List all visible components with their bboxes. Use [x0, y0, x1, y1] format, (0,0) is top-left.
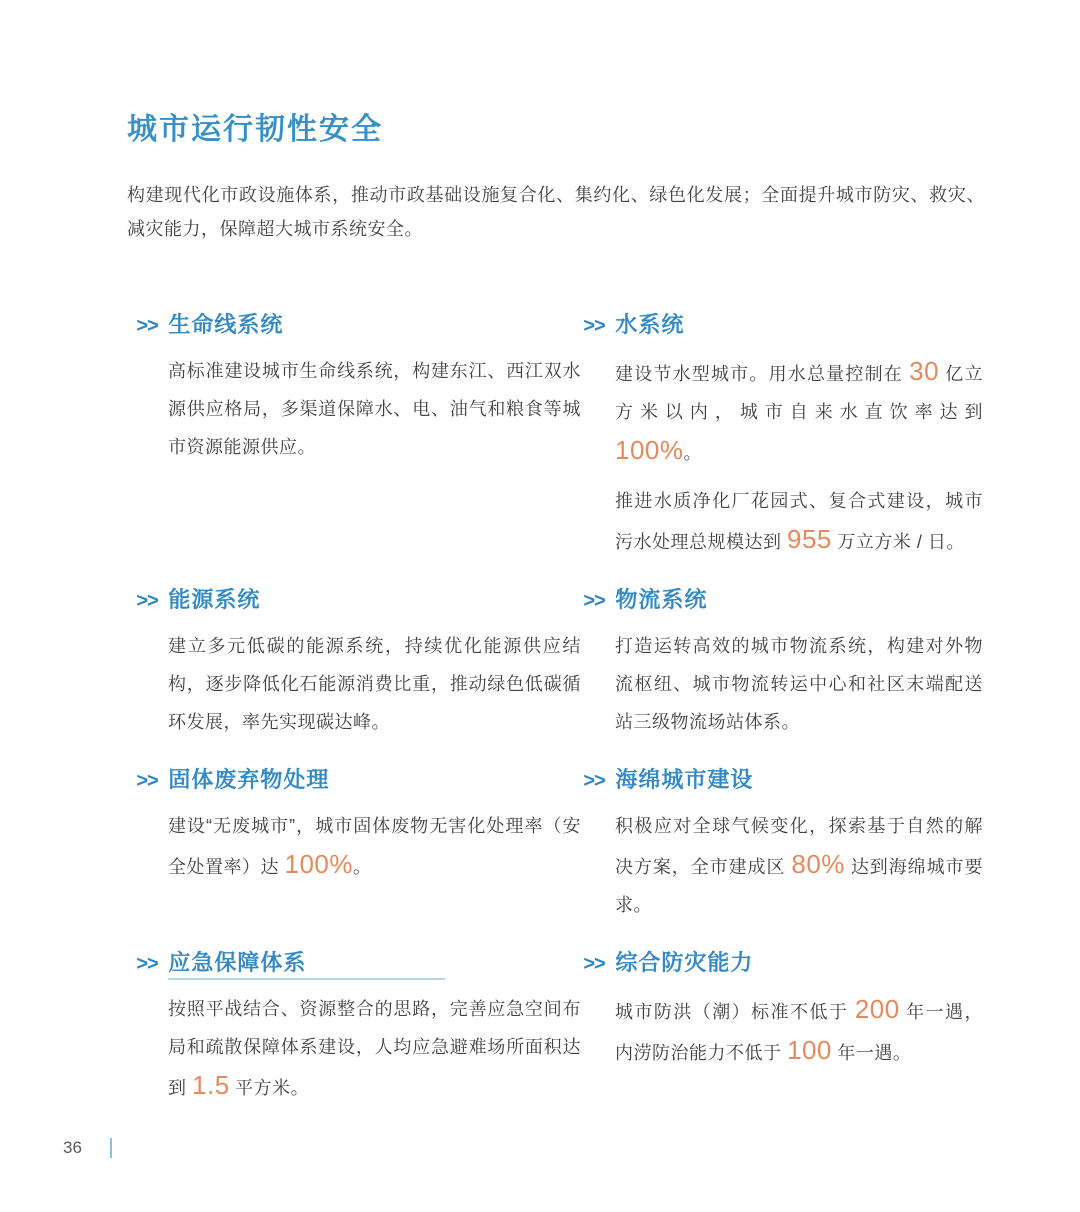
double-chevron-icon: >> — [136, 315, 158, 337]
double-chevron-icon: >> — [136, 590, 158, 612]
section-paragraph — [615, 482, 983, 561]
section-body — [136, 352, 583, 466]
text-segment: 建设“无废城市”，城市固体废物无害化处理率（安全处置率）达 — [168, 816, 581, 877]
double-chevron-icon: >> — [136, 953, 158, 975]
section-title: 水系统 — [615, 312, 685, 337]
section-paragraph — [615, 352, 983, 472]
text-segment: 万立方米 / 日。 — [831, 532, 965, 552]
section-heading — [136, 763, 583, 793]
text-segment: 达到海绵城市要求。 — [615, 857, 983, 915]
section-paragraph — [168, 352, 581, 466]
section-heading — [136, 583, 583, 613]
double-chevron-icon: >> — [583, 953, 605, 975]
section-title: 综合防灾能力 — [615, 950, 754, 975]
double-chevron-icon: >> — [583, 590, 605, 612]
section-paragraph — [615, 807, 983, 924]
section-paragraph — [168, 807, 581, 886]
text-segment: 平方米。 — [229, 1078, 310, 1098]
section-title: 物流系统 — [615, 587, 708, 612]
section-lifeline-system — [136, 308, 583, 561]
section-heading — [583, 583, 985, 613]
highlight-number: 100 — [787, 1035, 832, 1065]
section-paragraph — [168, 627, 581, 741]
section-heading — [583, 308, 985, 338]
text-segment: 。 — [683, 443, 702, 463]
section-title: 海绵城市建设 — [615, 767, 754, 792]
text-segment: 年一遇，内涝防治能力不低于 — [615, 1002, 983, 1063]
section-body — [136, 807, 583, 886]
section-title: 应急保障体系 — [168, 950, 307, 975]
text-segment: 年一遇。 — [831, 1043, 912, 1063]
section-body — [583, 990, 985, 1072]
double-chevron-icon: >> — [583, 770, 605, 792]
intro-paragraph: 构建现代化市政设施体系，推动市政基础设施复合化、集约化、绿色化发展；全面提升城市防灾、救灾、减灾能力，保障超大城市系统安全。 — [127, 185, 985, 239]
section-paragraph — [168, 990, 581, 1107]
section-body — [136, 627, 583, 741]
section-paragraph — [615, 990, 983, 1072]
text-segment: 城市防洪（潮）标准不低于 — [615, 1002, 855, 1022]
double-chevron-icon: >> — [583, 315, 605, 337]
highlight-number: 100% — [284, 849, 354, 879]
section-body — [583, 352, 985, 561]
section-paragraph — [615, 627, 983, 741]
sections-grid — [136, 308, 985, 1107]
highlight-number: 30 — [909, 356, 940, 386]
page-number: 36 — [63, 1138, 82, 1157]
section-solid-waste-treatment — [136, 763, 583, 924]
text-segment: 积极应对全球气候变化，探索基于自然的解决方案，全市建成区 — [615, 816, 983, 877]
section-title: 能源系统 — [168, 587, 261, 612]
section-logistics-system — [583, 583, 985, 741]
footer-divider-bar — [110, 1138, 112, 1158]
section-heading — [583, 763, 985, 793]
section-title: 固体废弃物处理 — [168, 767, 330, 792]
section-heading — [136, 308, 583, 338]
text-segment: 亿立方米以内，城市自来水直饮率达到 — [615, 364, 983, 422]
text-segment: 按照平战结合、资源整合的思路，完善应急空间布局和疏散保障体系建设，人均应急避难场所面积达到 — [168, 999, 581, 1098]
text-segment: 推进水质净化厂花园式、复合式建设，城市污水处理总规模达到 — [615, 491, 983, 552]
highlight-number: 200 — [854, 994, 900, 1024]
text-segment: 建立多元低碳的能源系统，持续优化能源供应结构，逐步降低化石能源消费比重，推动绿色低碳循环发展，率先实现碳达峰。 — [168, 636, 581, 732]
page-footer — [63, 1138, 112, 1158]
text-segment: 打造运转高效的城市物流系统，构建对外物流枢纽、城市物流转运中心和社区末端配送站三级物流场站体系。 — [615, 636, 983, 732]
highlight-number: 100% — [615, 435, 684, 465]
page-title: 城市运行韧性安全 — [127, 113, 383, 146]
section-body — [583, 807, 985, 924]
double-chevron-icon: >> — [136, 770, 158, 792]
section-sponge-city — [583, 763, 985, 924]
section-energy-system — [136, 583, 583, 741]
section-heading — [583, 946, 985, 976]
section-emergency-support-system — [136, 946, 583, 1107]
text-segment: 高标准建设城市生命线系统，构建东江、西江双水源供应格局，多渠道保障水、电、油气和粮食等城市资源能源供应。 — [168, 361, 581, 457]
section-water-system — [583, 308, 985, 561]
highlight-number: 955 — [787, 524, 832, 554]
section-title: 生命线系统 — [168, 312, 284, 337]
highlight-number: 80% — [791, 849, 845, 879]
heading-underline — [168, 978, 445, 980]
section-body — [136, 990, 583, 1107]
highlight-number: 1.5 — [192, 1070, 230, 1100]
text-segment: 建设节水型城市。用水总量控制在 — [615, 364, 910, 384]
section-comprehensive-disaster-prevention — [583, 946, 985, 1107]
section-body — [583, 627, 985, 741]
text-segment: 。 — [353, 857, 372, 877]
section-heading — [136, 946, 583, 976]
